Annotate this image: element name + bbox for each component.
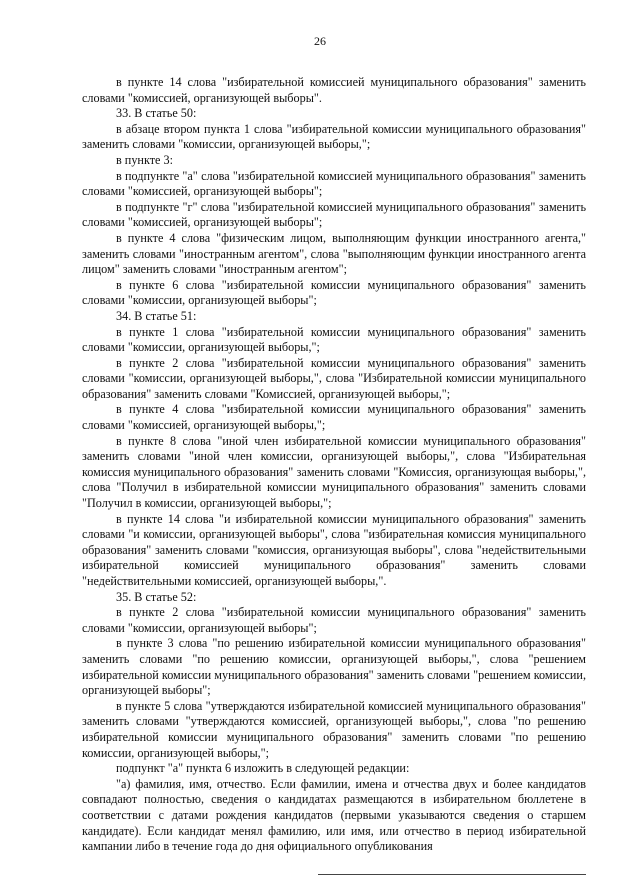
- paragraph: в пункте 6 слова "избирательной комиссии муниципального образования" заменить словами "комиссии, организующей выборы";: [82, 277, 586, 308]
- paragraph: в пункте 14 слова "и избирательной комиссии муниципального образования" заменить словами "и комиссии, организующей выборы", слова "избирательная комиссия муниципального образования" заменить словами "комиссия, организующая выборы", слова "недействительными избирательной комиссией муниципального образования" заменить словами "недействительными комиссией, организующей выборы,".: [82, 511, 586, 588]
- paragraph: в подпункте "г" слова "избирательной комиссией муниципального образования" заменить словами "комиссией, организующей выборы";: [82, 199, 586, 230]
- paragraph: в пункте 4 слова "физическим лицом, выполняющим функции иностранного агента," заменить словами "иностранным агентом", слова "выполняющим функции иностранного агента лицом" заменить словами "иностранным агентом";: [82, 230, 586, 277]
- paragraph: 33. В статье 50:: [116, 106, 197, 121]
- paragraph: в пункте 1 слова "избирательной комиссии муниципального образования" заменить словами "комиссии, организующей выборы,";: [82, 324, 586, 355]
- paragraph: в пункте 8 слова "иной член избирательной комиссии муниципального образования" заменить словами "иной член комиссии, организующей выборы,", слова "Избирательная комиссия муниципального образования" заменить словами "Комиссия, организующая выборы,", слова "Получил в избирательной комиссии муниципального образования" заменить словами "Получил в комиссии, организующей выборы,";: [82, 433, 586, 511]
- document-body: [82, 75, 586, 855]
- paragraph: в абзаце втором пункта 1 слова "избирательной комиссии муниципального образования" заменить словами "комиссии, организующей выборы,";: [82, 121, 586, 152]
- paragraph: 35. В статье 52:: [116, 589, 197, 604]
- paragraph: подпункт "а" пункта 6 изложить в следующей редакции:: [116, 761, 410, 776]
- paragraph: 34. В статье 51:: [116, 308, 197, 323]
- page-number: 26: [314, 34, 326, 48]
- paragraph: в пункте 2 слова "избирательной комиссии муниципального образования" заменить словами "комиссии, организующей выборы";: [82, 605, 586, 635]
- paragraph: в пункте 3 слова "по решению избирательной комиссии муниципального образования" заменить словами "по решению комиссии, организующей выборы,", слова "решением избирательной комиссии муниципального образования" заменить словами "решением комиссии, организующей выборы";: [82, 636, 586, 698]
- footer-divider: [318, 874, 586, 875]
- paragraph: в пункте 2 слова "избирательной комиссии муниципального образования" заменить словами "комиссии, организующей выборы,", слова "Избирательной комиссии муниципального образования" заменить словами "Комиссией, организующей выборы,";: [82, 355, 586, 401]
- paragraph: в пункте 3:: [116, 152, 173, 167]
- paragraph: в пункте 14 слова "избирательной комиссией муниципального образования" заменить словами "комиссией, организующей выборы".: [82, 75, 586, 105]
- paragraph: в подпункте "а" слова "избирательной комиссией муниципального образования" заменить словами "комиссией, организующей выборы";: [82, 168, 586, 199]
- paragraph: в пункте 4 слова "избирательной комиссии муниципального образования" заменить словами "комиссией, организующей выборы,";: [82, 402, 586, 433]
- paragraph: в пункте 5 слова "утверждаются избирательной комиссией муниципального образования" заменить словами "утверждаются комиссией, организующей выборы,", слова "по решению избирательной комиссии муниципального образования" заменить словами "по решению комиссии, организующей выборы,";: [82, 698, 586, 760]
- paragraph: "а) фамилия, имя, отчество. Если фамилии, имена и отчества двух и более кандидатов совпадают полностью, сведения о кандидатах размещаются в избирательном бюллетене в соответствии с датами рождения кандидатов (первыми указываются сведения о старшем кандидате). Если кандидат менял фамилию, или имя, или отчество в период избирательной кампании либо в течение года до дня официального опубликования: [82, 776, 586, 854]
